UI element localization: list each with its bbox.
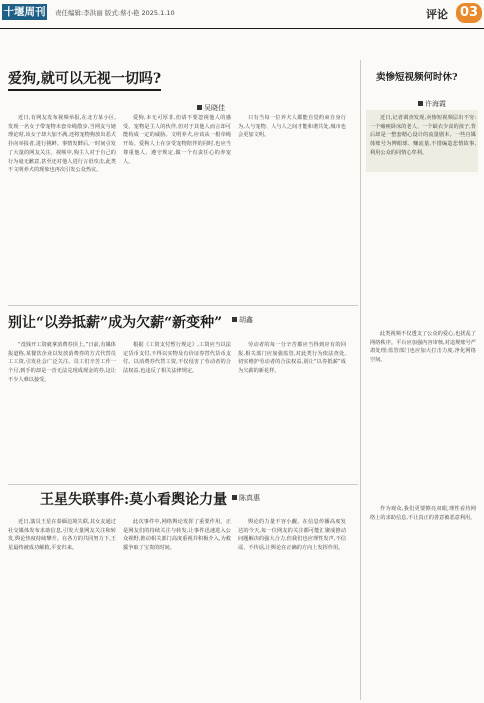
page-number-badge: 03 bbox=[456, 3, 482, 23]
article4-column: 此类视频不仅透支了公众的爱心,也扰乱了网络秩序。平台应加强内容审核,对违规账号严肃处理;监管部门也应加大打击力度,净化网络空间。 bbox=[370, 331, 476, 364]
article2-column: 根据《工资支付暂行规定》,工资应当以法定货币支付,不得以实物及有价证券替代货币支付。以消费券代替工资,不仅侵害了劳动者的合法权益,也违反了相关法律规定。 bbox=[123, 342, 231, 375]
article1-column: 近日,有网友发布视频举报,在北方某小区,发现一名女子带宠物未套牵绳散步,当网友与她理论时,该女子却大加不满,还将宠物狗放出恶犬扑向举报者,进行挑衅。事情发酵后,一时间引发了大量的网友关注。视频中,狗主人对于自己的行为毫无歉意,甚至还对他人进行言语攻击,此类不文明养犬的现象也再次引发公众热议。 bbox=[8, 115, 116, 174]
article2-column: 劳动者的每一分辛苦都应当得到应有的回报,相关部门应加强监管,对此类行为依法查处,切实维护劳动者的合法权益,别让“以券抵薪”成为欠薪的新花样。 bbox=[238, 342, 346, 375]
article3-author: 陈真惠 bbox=[232, 493, 260, 503]
column-divider bbox=[360, 60, 361, 700]
article4-author: 许海霞 bbox=[418, 99, 446, 109]
article2-headline: 别让“以券抵薪”成为欠薪“新变种” bbox=[8, 315, 223, 331]
masthead: 十堰周刊 bbox=[3, 6, 46, 18]
article4-column: 作为观众,我们更要擦亮双眼,理性看待网络上的求助信息,不让真正的善意被恶意利用。 bbox=[370, 506, 476, 521]
article3-column: 近日,演员王星在泰缅边境失联,其女友通过社交媒体发布求助信息,引发大量网友关注和转发,舆论热度持续攀升。在各方的共同努力下,王星最终被成功解救,平安归来。 bbox=[8, 519, 116, 552]
article2-author: 胡鑫 bbox=[232, 315, 253, 325]
article3-column: 此次事件中,网络舆论发挥了重要作用。正是网友们的持续关注与转发,让事件迅速进入公众视野,推动相关部门高度重视并积极介入,为救援争取了宝贵的时间。 bbox=[123, 519, 231, 552]
editor-credits: 责任编辑:李洪丽 版式:蔡小艳 2025.1.10 bbox=[55, 9, 175, 17]
section-title: 评论 bbox=[426, 8, 448, 21]
article2-column: “没钱开工资就拿消费券顶上。”日前,有媒体报道称,某餐饮企业以发放消费券的方式代替员工工资,引发社会广泛关注。员工们辛苦工作一个月,到手的却是一沓无法兑现成现金的券,这让不少人难以接受。 bbox=[8, 342, 116, 383]
article4-column: 近日,记者调查发现,卖惨短视频层出不穷:一个瘫痪卧床的老人、一个缺衣少食的孩子,背后却是一整套精心设计的流量剧本。一些自媒体账号为博眼球、赚流量,不惜编造悲情故事,利用公众的同情心牟利。 bbox=[370, 115, 476, 156]
divider bbox=[8, 484, 358, 485]
article4-headline: 卖惨短视频何时休? bbox=[376, 72, 458, 83]
article3-column: 舆论的力量不容小觑。在信息传播高度发达的今天,每一位网友的关注都可能汇聚成推动问题解决的强大合力,但我们也应理性发声,不信谣、不传谣,让舆论在正确的方向上发挥作用。 bbox=[238, 519, 346, 552]
article1-headline: 爱狗,就可以无视一切吗? bbox=[8, 68, 161, 91]
divider bbox=[8, 305, 358, 306]
page-header bbox=[0, 0, 484, 29]
article1-column: 爱狗,本无可厚非,但请不要忽视他人的感受。宠物是主人的伙伴,但对于其他人而言却可能构成一定的威胁。文明养犬,应该从一根牵绳开始。爱狗人士在享受宠物陪伴的同时,也应当尊重他人、遵守规定,做一个有责任心的养宠人。 bbox=[123, 115, 231, 165]
article1-author: 吴晓佳 bbox=[197, 103, 225, 113]
article3-headline: 王星失联事件:莫小看舆论力量 bbox=[40, 492, 228, 508]
article1-column: 只有当每一位养犬人都能自觉约束自身行为,人与宠物、人与人之间才能和谐共处,城市也会更加文明。 bbox=[238, 115, 346, 139]
